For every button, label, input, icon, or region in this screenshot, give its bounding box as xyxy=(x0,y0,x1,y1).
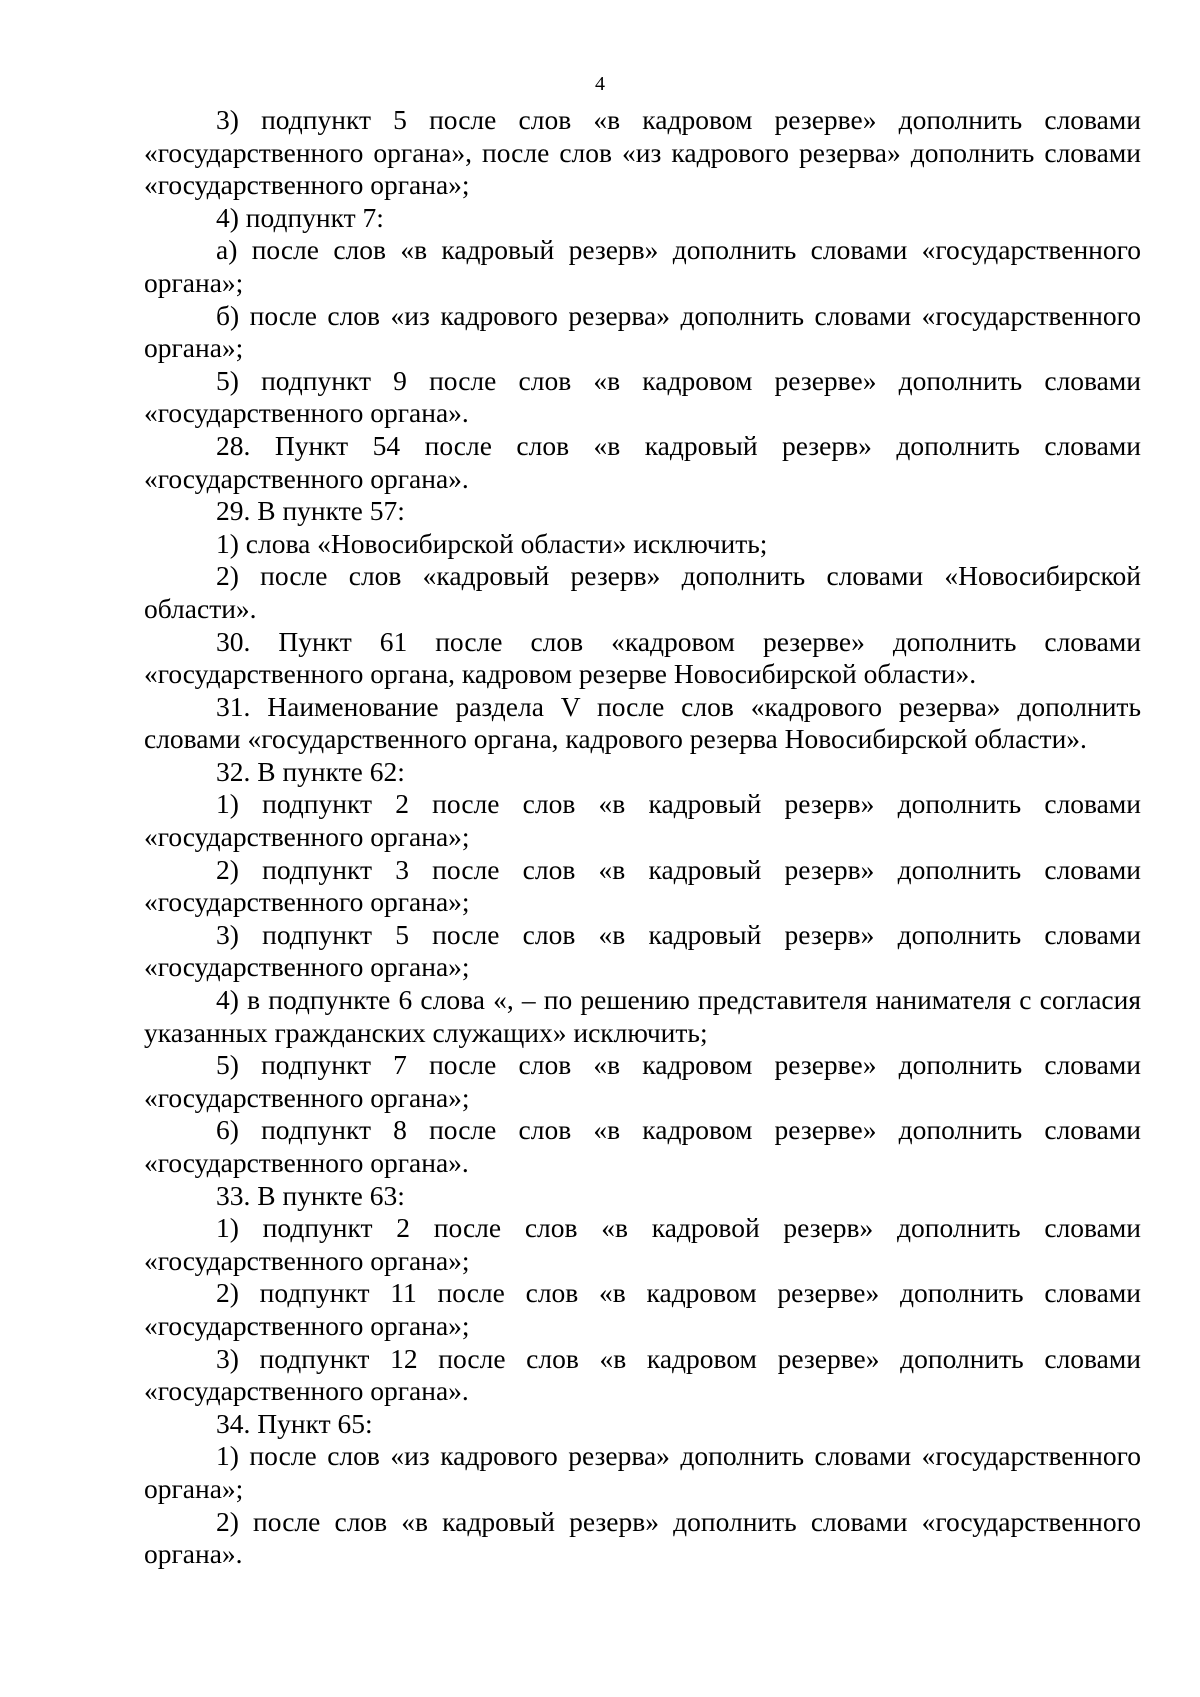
paragraph-34-1: 1) после слов «из кадрового резерва» дополнить словами «государственного органа»; xyxy=(144,1440,1141,1504)
paragraph-4-subitem-7: 4) подпункт 7: xyxy=(216,201,384,233)
paragraph-5-subitem-9: 5) подпункт 9 после слов «в кадровом резерве» дополнить словами «государственного органа». xyxy=(144,364,1141,429)
paragraph-29-1: 1) слова «Новосибирской области» исключить; xyxy=(216,527,768,559)
paragraph-32-6: 6) подпункт 8 после слов «в кадровом резерве» дополнить словами «государственного органа». xyxy=(144,1114,1141,1178)
paragraph-32: 32. В пункте 62: xyxy=(216,755,405,787)
paragraph-b: б) после слов «из кадрового резерва» дополнить словами «государственного органа»; xyxy=(144,299,1141,364)
paragraph-31: 31. Наименование раздела V после слов «кадрового резерва» дополнить словами «государственного органа, кадрового резерва Новосибирской области». xyxy=(144,690,1141,755)
paragraph-33-2: 2) подпункт 11 после слов «в кадровом резерве» дополнить словами «государственного органа»; xyxy=(144,1277,1141,1341)
paragraph-33: 33. В пункте 63: xyxy=(216,1179,405,1211)
paragraph-32-5: 5) подпункт 7 после слов «в кадровом резерве» дополнить словами «государственного органа»; xyxy=(144,1049,1141,1113)
paragraph-29: 29. В пункте 57: xyxy=(216,495,405,527)
paragraph-32-3: 3) подпункт 5 после слов «в кадровый резерв» дополнить словами «государственного органа»; xyxy=(144,918,1141,983)
page-number: 4 xyxy=(595,73,605,95)
paragraph-30: 30. Пункт 61 после слов «кадровом резерве» дополнить словами «государственного органа, кадровом резерве Новосибирской области». xyxy=(144,625,1141,690)
paragraph-3-subitem-5: 3) подпункт 5 после слов «в кадровом резерве» дополнить словами «государственного органа», после слов «из кадрового резерва» дополнить словами «государственного органа»; xyxy=(144,104,1141,201)
paragraph-29-2: 2) после слов «кадровый резерв» дополнить словами «Новосибирской области». xyxy=(144,560,1141,624)
paragraph-33-1: 1) подпункт 2 после слов «в кадровой резерв» дополнить словами «государственного органа»; xyxy=(144,1212,1141,1276)
paragraph-a: а) после слов «в кадровый резерв» дополнить словами «государственного органа»; xyxy=(144,234,1141,298)
paragraph-28: 28. Пункт 54 после слов «в кадровый резерв» дополнить словами «государственного органа». xyxy=(144,429,1141,494)
paragraph-32-4: 4) в подпункте 6 слова «, – по решению представителя нанимателя с согласия указанных гражданских служащих» исключить; xyxy=(144,984,1141,1048)
paragraph-34-2: 2) после слов «в кадровый резерв» дополнить словами «государственного органа». xyxy=(144,1505,1141,1570)
paragraph-32-2: 2) подпункт 3 после слов «в кадровый резерв» дополнить словами «государственного органа»; xyxy=(144,853,1141,918)
document-body xyxy=(144,104,1141,1571)
paragraph-32-1: 1) подпункт 2 после слов «в кадровый резерв» дополнить словами «государственного органа»; xyxy=(144,788,1141,853)
paragraph-34: 34. Пункт 65: xyxy=(216,1407,373,1439)
paragraph-33-3: 3) подпункт 12 после слов «в кадровом резерве» дополнить словами «государственного органа». xyxy=(144,1342,1141,1407)
